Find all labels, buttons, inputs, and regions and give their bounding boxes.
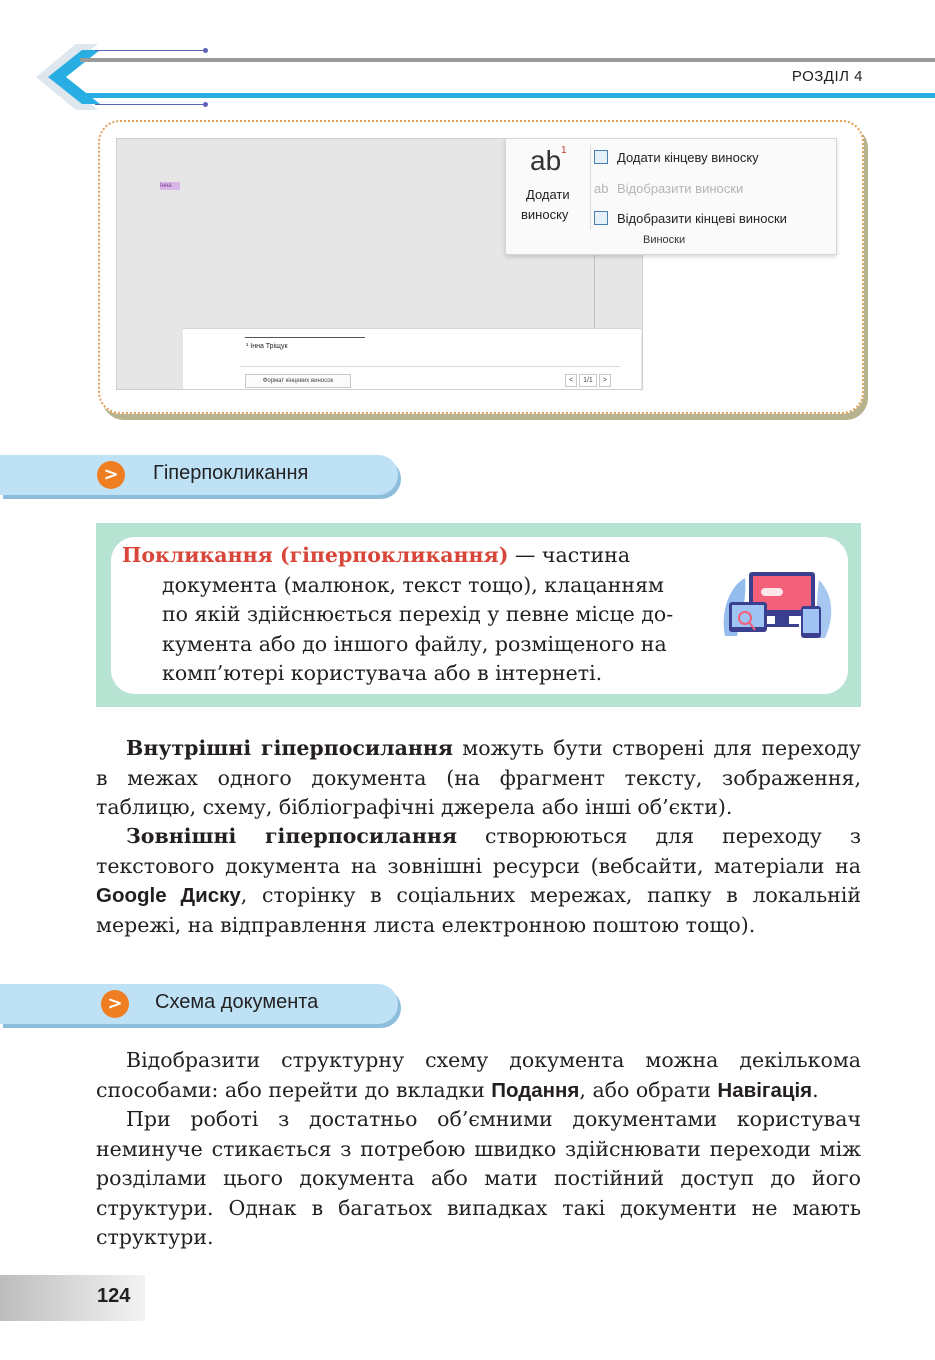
page-number: 124: [97, 1285, 131, 1307]
header-thin-line-bottom: [95, 104, 205, 105]
section-label: РОЗДІЛ 4: [791, 68, 863, 85]
definition-line-5: комп’ютері користувача або в інтернеті.: [162, 661, 603, 685]
header-dot-top: [203, 48, 208, 53]
show-endnotes-button[interactable]: Відобразити кінцеві виноски: [617, 211, 787, 226]
definition-line-3: по якій здійснюється перехід у певне місце до-: [162, 602, 674, 626]
definition-line-4: кумента або до іншого файлу, розміщеного на: [162, 631, 667, 656]
pager-prev-button[interactable]: <: [565, 374, 577, 387]
insert-footnote-icon-sup: 1: [561, 145, 567, 156]
devices-illustration-icon: [715, 566, 840, 646]
footnote-reference-mark: Інна: [160, 182, 180, 190]
show-endnotes-icon: [594, 211, 608, 225]
chevron-right-icon: >: [97, 461, 125, 489]
doc-divider: [594, 250, 595, 328]
paragraph-document-map: [96, 1046, 861, 1105]
footnote-separator: [245, 337, 365, 338]
header-rule-gray: [80, 58, 935, 62]
show-notes-button[interactable]: Відобразити виноски: [617, 181, 744, 196]
internal-links-term: Внутрішні гіперпосилання: [126, 736, 454, 760]
paragraph-external-links: [96, 822, 861, 940]
endnote-icon: [594, 150, 608, 164]
section-title-hyperlinks: Гіперпокликання: [153, 462, 309, 484]
section-title-document-map: Схема документа: [155, 991, 319, 1013]
external-links-text-2: , сторінку в соціальних мережах, папку в локальній мережі, на відправлення листа електронною поштою тощо).: [96, 883, 861, 937]
header-dot-bottom: [203, 102, 208, 107]
paragraph-internal-links: [96, 734, 861, 823]
footnote-format-button[interactable]: Формат кінцевих виносок: [245, 374, 351, 388]
external-links-text-1: створюються для переходу з текстового документа на зовнішні ресурси (вебсайти, матеріали на: [96, 824, 861, 878]
add-endnote-button[interactable]: Додати кінцеву виноску: [617, 150, 759, 165]
doc-map-text-1: Відобразити структурну схему документа можна декількома способами: або перейти до вкладки: [96, 1048, 861, 1102]
external-links-term: Зовнішні гіперпосилання: [126, 824, 457, 848]
internal-links-text: можуть бути створені для переходу в межах одного документа (на фрагмент тексту, зображення, таблицю, схему, бібліографічні джерела або інші об’єкти).: [96, 736, 861, 819]
definition-line-2: документа (малюнок, текст тощо), клацанням: [162, 572, 664, 597]
navigation-term: Навігація: [717, 1078, 813, 1102]
insert-footnote-label-1[interactable]: Додати: [526, 187, 570, 202]
ribbon-group-label: Виноски: [643, 234, 686, 246]
pager-next-button[interactable]: >: [599, 374, 611, 387]
show-notes-icon: ab: [594, 181, 609, 196]
pager-page: 1/1: [579, 374, 597, 387]
chevron-right-icon: >: [101, 990, 129, 1018]
ribbon-separator: [590, 145, 591, 230]
view-tab-term: Подання: [491, 1078, 580, 1102]
doc-map-text-2: , або обрати: [579, 1077, 718, 1102]
pager: [565, 374, 611, 386]
footnote-area-divider: [240, 366, 620, 367]
insert-footnote-icon[interactable]: ab: [530, 145, 562, 176]
definition-line-1: — частина: [508, 543, 631, 567]
definition-text: [122, 541, 690, 689]
footnote-text: ¹ Інна Тріщук: [246, 343, 288, 350]
header-thin-line-top: [95, 50, 205, 51]
header-rule-blue: [80, 93, 935, 98]
google-drive-term: Google Диску: [96, 884, 241, 907]
definition-term: Покликання (гіперпокликання): [122, 543, 509, 567]
doc-map-text-3: .: [812, 1077, 819, 1102]
insert-footnote-label-2[interactable]: виноску: [521, 207, 569, 222]
header-chevron: [28, 42, 108, 112]
paragraph-large-documents: При роботі з достатньо об’ємними документами користувач неминуче стикається з потребою швидко здійснювати переходи між розділами цього документа або мати постійний доступ до його структури. Однак в багатьох випадках такі документи не мають структури.: [96, 1107, 861, 1249]
